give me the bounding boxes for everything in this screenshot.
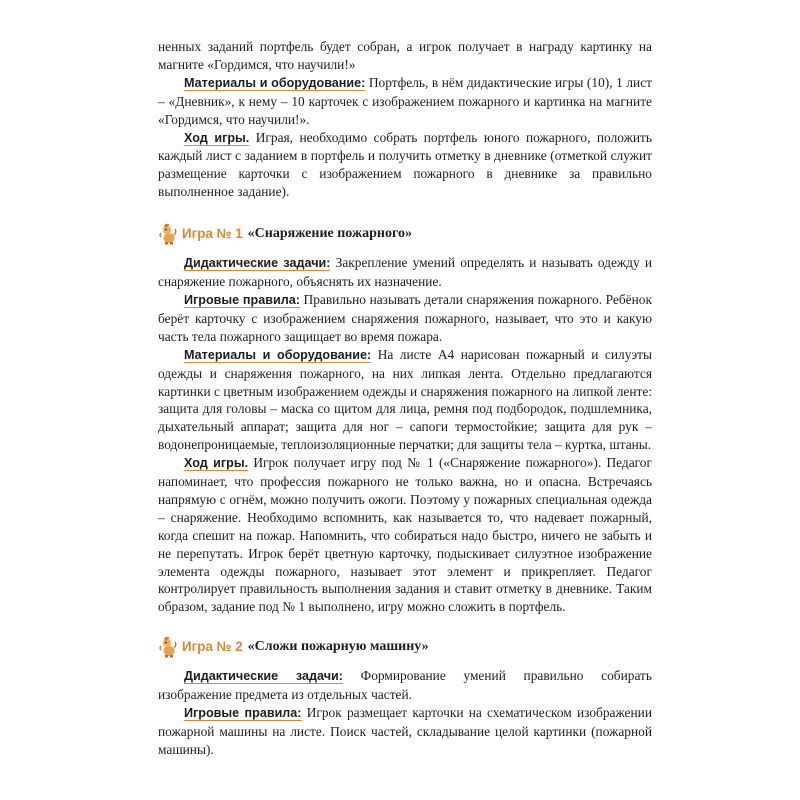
process-label: Ход игры. [184, 456, 249, 471]
cartoon-character-icon [158, 636, 178, 658]
process-label: Ход игры. [184, 130, 250, 145]
rules-label: Игровые правила: [184, 292, 300, 307]
game1-number: Игра № 1 [182, 226, 243, 242]
game2-heading [158, 636, 652, 658]
game1-heading [158, 223, 652, 245]
rules-label: Игровые правила: [184, 706, 302, 721]
game1-rules: Игровые правила: Правильно называть детали снаряжения пожарного. Ребёнок берёт карточку с изображением снаряжения пожарного, называет, что это и какую часть тела пожарного защищает во время пожара. [158, 291, 652, 344]
game2-tasks: Дидактические задачи: Формирование умений правильно собирать изображение предмета из отдельных частей. [158, 668, 652, 703]
game2-rules: Игровые правила: Игрок размещает карточки на схематическом изображении пожарной машины на листе. Поиск частей, складывание целой картинки (пожарной машины). [158, 705, 652, 757]
game1-process: Ход игры. Игрок получает игру под № 1 («Снаряжение пожарного»). Педагог напоминает, что профессия пожарного не только важна, но и опасна. Встречаясь напрямую с огнём, можно получить ожоги. Поэтому у пожарных специальная одежда – снаряжение. Необходимо вспомнить, как называется то, что надевает пожарный, когда спешит на пожар. Напомнить, что собираться надо быстро, ничего не забыть и не перепутать. Игрок берёт цветную карточку, подыскивает силуэтное изображение элемента одежды пожарного, называет этот элемент и прикрепляет. Педагог контролирует правильность выполнения задания и ставит отметку в дневнике. Таким образом, задание под № 1 выполнено, игру можно сложить в портфель. [158, 455, 652, 615]
intro-process: Ход игры. Играя, необходимо собрать портфель юного пожарного, положить каждый лист с заданием в портфель и получить отметку в дневнике (отметкой служит размещение карточки с изображением пожарного в дневнике за правильно выполненное задание). [158, 129, 652, 200]
game1-title: «Снаряжение пожарного» [247, 226, 412, 242]
materials-label: Материалы и оборудование: [184, 347, 372, 362]
game1-materials: Материалы и оборудование: На листе А4 нарисован пожарный и силуэты одежды и снаряжения пожарного, на них липкая лента. Отдельно предлагаются картинки с цветным изображением одежды и снаряжения пожарного на липкой ленте: защита для головы – маска со щитом для лица, ремня под подбородок, подшлемника, дыхательный аппарат; защита для ног – сапоги термостойкие; защита для рук – водонепроницаемые, теплоизоляционные перчатки; для защиты тела – куртка, штаны. [158, 346, 652, 453]
tasks-label: Дидактические задачи: [184, 669, 343, 684]
game2-number: Игра № 2 [182, 639, 243, 655]
tasks-label: Дидактические задачи: [184, 256, 331, 271]
materials-label: Материалы и оборудование: [184, 75, 366, 90]
game1-tasks: Дидактические задачи: Закрепление умений определять и называть одежду и снаряжение пожарного, объяснять их назначение. [158, 255, 652, 290]
document-page [158, 38, 652, 759]
intro-materials: Материалы и оборудование: Портфель, в нём дидактические игры (10), 1 лист – «Дневник», к нему – 10 карточек с изображением пожарного и картинка на магните «Гордимся, что научили!». [158, 74, 652, 127]
game2-title: «Сложи пожарную машину» [247, 639, 429, 655]
intro-line: ненных заданий портфель будет собран, а игрок получает в награду картинку на магните «Гордимся, что научили!» [158, 39, 652, 72]
cartoon-character-icon [158, 223, 178, 245]
